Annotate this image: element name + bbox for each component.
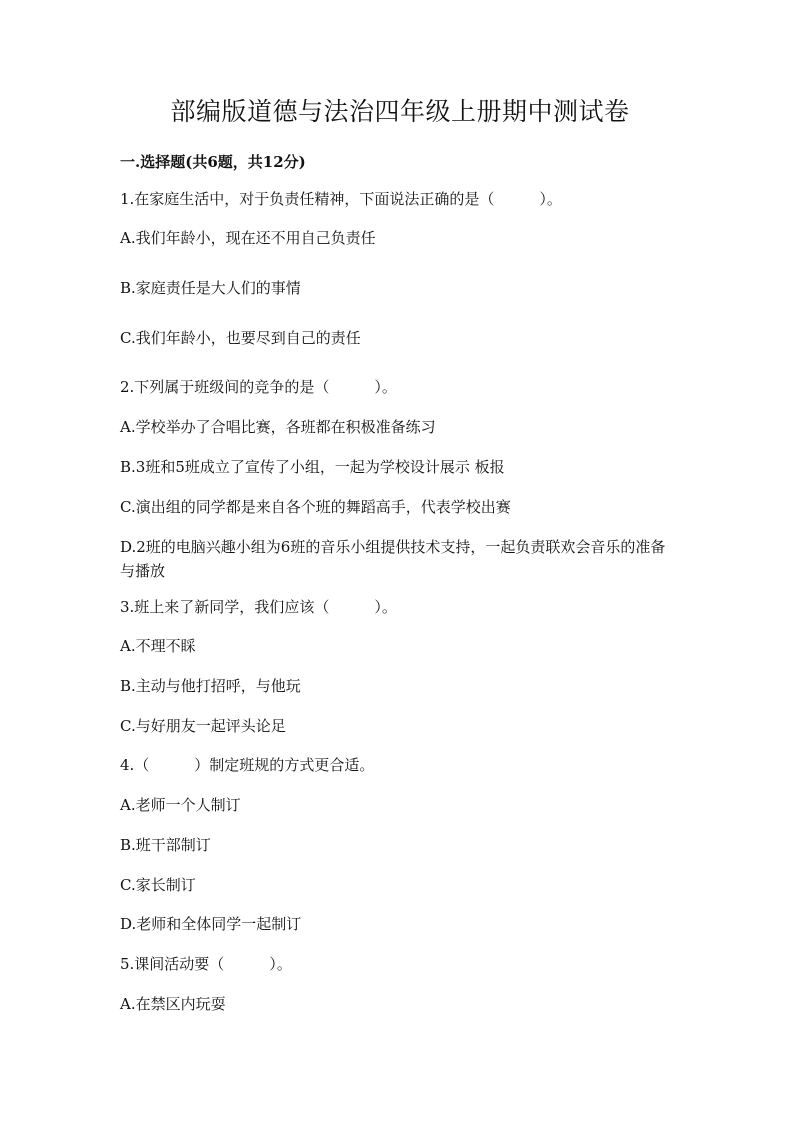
question-3-option-b: B.主动与他打招呼，与他玩 [120,677,301,695]
question-2-stem: 2.下列属于班级间的竞争的是（ ）。 [120,378,397,396]
question-5-option-a: A.在禁区内玩耍 [120,995,226,1013]
question-2-option-c: C.演出组的同学都是来自各个班的舞蹈高手，代表学校出赛 [120,498,511,516]
question-2-option-b: B.3班和5班成立了宣传了小组，一起为学校设计展示 板报 [120,458,505,476]
question-1-option-b: B.家庭责任是大人们的事情 [120,279,301,297]
question-2-option-d: D.2班的电脑兴趣小组为6班的音乐小组提供技术支持，一起负责联欢会音乐的准备与播放 [120,538,666,580]
question-1-option-c: C.我们年龄小，也要尽到自己的责任 [120,329,361,347]
question-3-option-c: C.与好朋友一起评头论足 [120,717,286,735]
question-4-option-a: A.老师一个人制订 [120,796,241,814]
question-4-option-c: C.家长制订 [120,876,196,894]
question-2-option-a: A.学校举办了合唱比赛，各班都在积极准备练习 [120,418,436,436]
question-3-stem: 3.班上来了新同学，我们应该（ ）。 [120,598,397,616]
page-title: 部编版道德与法治四年级上册期中测试卷 [170,97,630,126]
question-1-option-a: A.我们年龄小，现在还不用自己负责任 [120,229,376,247]
question-4-option-d: D.老师和全体同学一起制订 [120,915,302,933]
question-5-stem: 5.课间活动要（ ）。 [120,955,292,973]
question-1-stem: 1.在家庭生活中，对于负责任精神，下面说法正确的是（ ）。 [120,190,562,208]
question-4-stem: 4.（ ）制定班规的方式更合适。 [120,756,375,774]
question-3-option-a: A.不理不睬 [120,637,196,655]
section-heading: 一.选择题(共6题，共12分) [120,153,306,171]
question-4-option-b: B.班干部制订 [120,836,211,854]
